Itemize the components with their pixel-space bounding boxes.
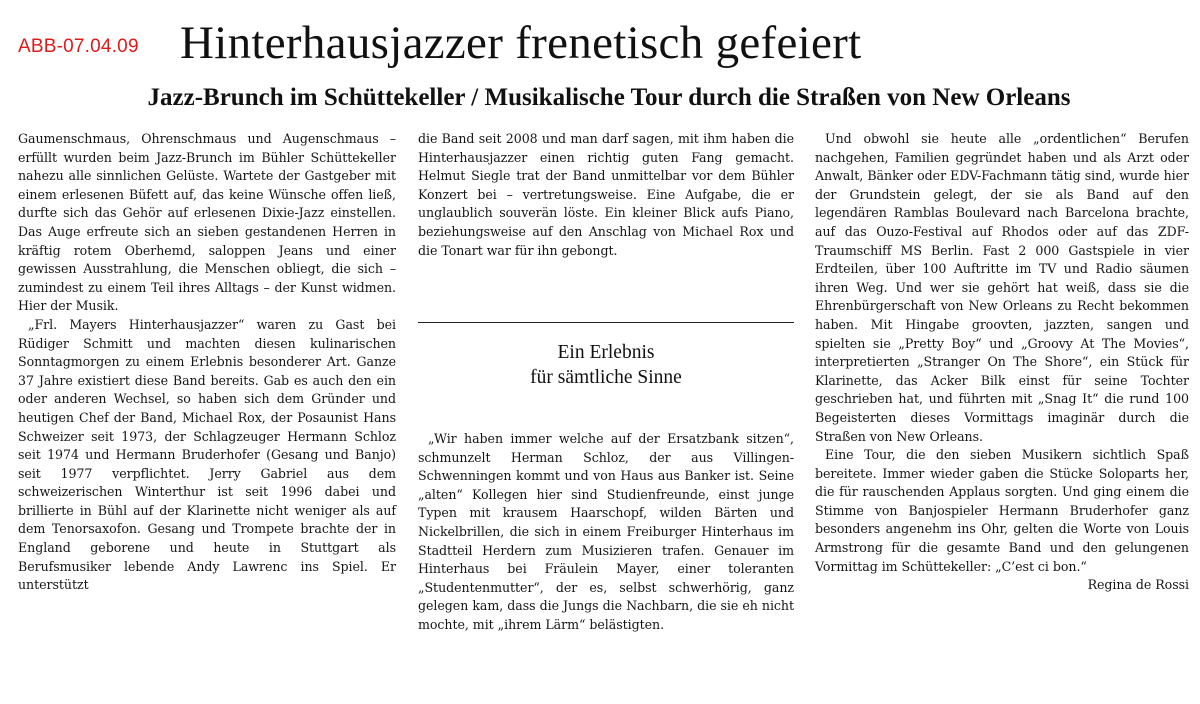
paragraph: Eine Tour, die den sieben Musikern sichtlich Spaß bereitete. Immer wieder gaben die Stücke Soloparts her, die für rauschenden Applaus sorgten. Und ging einem die Stimme von Banjospieler Hermann Bruderhofer ganz besonders angenehm ins Ohr, gelten die Worte von Louis Armstrong für die gesamte Band und den gelungenen Vormittag im Schüttekeller: „C’est ci bon.“ xyxy=(815,447,1189,574)
paragraph: „Wir haben immer welche auf der Ersatzbank sitzen“, schmunzelt Herman Schloz, der aus Villingen-Schwenningen kommt und von Haus aus Banker ist. Seine „alten“ Kollegen hier sind Studienfreunde, einst junge Typen mit krausem Haarschopf, wilden Bärten und Nickelbrillen, die sich in einem Freiburger Hinterhaus im Stadtteil Herdern zum Musizieren trafen. Genauer im Hinterhaus bei Fräulein Mayer, einer toleranten „Studentenmutter“, der es, selbst schwerhörig, ganz gelegen kam, dass die Jungs die Nachbarn, die sie eh nicht mochte, mit „ihrem Lärm“ belästigten. xyxy=(418,431,794,632)
paragraph: Und obwohl sie heute alle „ordentlichen“ Berufen nachgehen, Familien gegründet haben und als Arzt oder Anwalt, Bänker oder EDV-Fachmann tätig sind, wurde hier der Grundstein gelegt, der sie als Band auf den legendären Ramblas Boulevard nach Barcelona brachte, auf das Ouzo-Festival auf Rhodos oder auf das ZDF-Traumschiff MS Berlin. Fast 2 000 Gastspiele in vier Erdteilen, über 100 Auftritte im TV und Radio säumen ihren Weg. Und wer sie gehört hat weiß, dass sie die Ehrenbürgerschaft von New Orleans zu Recht bekommen haben. Mit Hingabe groovten, jazzten, sangen und spielten sie „Pretty Boy“ und „Groovy At The Movies“, interpretierten „Stranger On The Shore“, ein Stück für Klarinette, das Acker Bilk einst für seine Tochter geschrieben hat, und führten mit „Snag It“ die rund 100 Begeisterten dieses Vormittags imaginär durch die Straßen von New Orleans. xyxy=(815,131,1189,444)
article-column-3 xyxy=(815,130,1189,595)
intertitle xyxy=(418,340,794,390)
section-divider xyxy=(418,322,794,323)
article-column-2-top xyxy=(418,130,794,260)
headline: Hinterhausjazzer frenetisch gefeiert xyxy=(180,17,862,69)
article-column-1 xyxy=(18,130,396,595)
author-byline: Regina de Rossi xyxy=(1087,577,1189,593)
subheadline: Jazz-Brunch im Schüttekeller / Musikalische Tour durch die Straßen von New Orleans xyxy=(147,84,1071,111)
paragraph: Gaumenschmaus, Ohrenschmaus und Augenschmaus – erfüllt wurden beim Jazz-Brunch im Bühler Schüttekeller nahezu alle sinnlichen Gelüste. Wartete der Gastgeber mit einem erlesenen Büfett auf, das keine Wünsche offen ließ, durfte sich das Gehör auf erlesenen Dixie-Jazz einstellen. Das Auge erfreute sich an sieben gestandenen Herren in kräftig rotem Oberhemd, saloppen Jeans und einer gewissen Ausstrahlung, die Menschen obliegt, die sich – zumindest zu einem Teil ihres Alltags – der Kunst widmen. Hier der Musik. xyxy=(18,131,396,314)
article-column-2-bottom xyxy=(418,430,794,635)
intertitle-line-2: für sämtliche Sinne xyxy=(530,367,682,388)
intertitle-line-1: Ein Erlebnis xyxy=(557,342,655,363)
paragraph: „Frl. Mayers Hinterhausjazzer“ waren zu Gast bei Rüdiger Schmitt und machten diesen kulinarischen Sonntagmorgen zu einem Erlebnis besonderer Art. Ganze 37 Jahre existiert diese Band bereits. Gab es auch den ein oder anderen Wechsel, so haben sich dem Gründer und heutigen Chef der Band, Michael Rox, der Posaunist Hans Schweizer seit 1973, der Schlagzeuger Hermann Schloz seit 1974 und Hermann Bruderhofer (Gesang und Banjo) seit 1977 verpflichtet. Jerry Gabriel aus dem schweizerischen Winterthur ist seit 1996 dabei und brillierte in Bühl auf der Klarinette nicht weniger als auf dem Tenorsaxofon. Gesang und Trompete brachte der in England geborene und heute in Stuttgart als Berufsmusiker lebende Andy Lawrenc ins Spiel. Er unterstützt xyxy=(18,316,396,593)
archive-tag: ABB-07.04.09 xyxy=(18,36,139,57)
paragraph: die Band seit 2008 und man darf sagen, mit ihm haben die Hinterhausjazzer einen richtig guten Fang gemacht. Helmut Siegle trat der Band unmittelbar vor dem Bühler Konzert bei – vertretungsweise. Eine Aufgabe, die er unglaublich souverän löste. Ein kleiner Blick aufs Piano, beziehungsweise auf den Anschlag von Michael Rox und die Tonart war für ihn gebongt. xyxy=(418,131,794,258)
